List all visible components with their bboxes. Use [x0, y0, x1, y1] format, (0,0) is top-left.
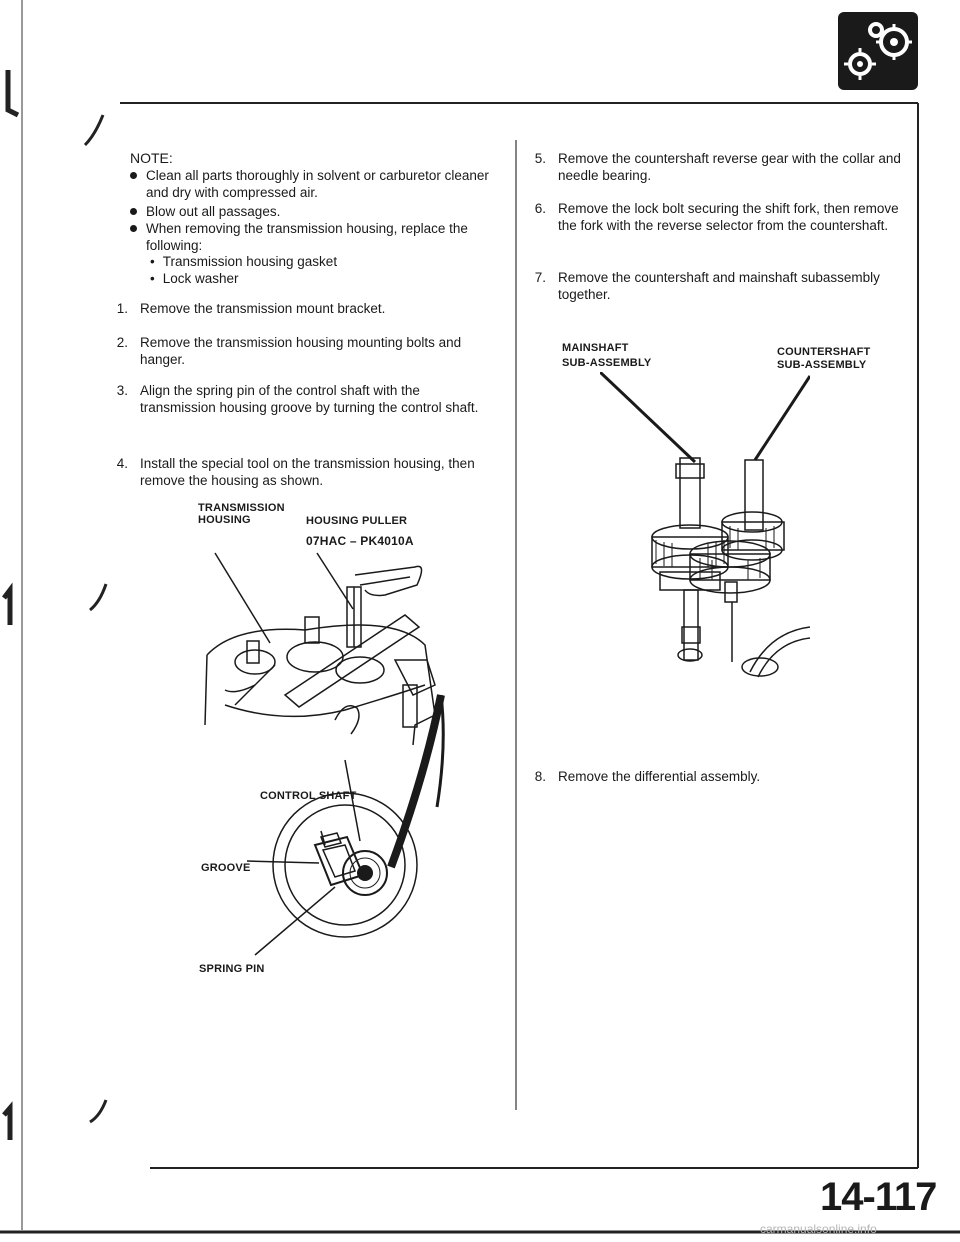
step-number: 6. — [534, 201, 546, 216]
note-bullet — [130, 203, 490, 220]
note-title: NOTE: — [130, 150, 173, 166]
bullet-icon — [130, 172, 137, 179]
step-number: 5. — [534, 151, 546, 166]
step-number: 2. — [116, 335, 128, 350]
label-mainshaft: MAINSHAFT — [562, 342, 629, 354]
step-8 — [522, 768, 912, 785]
label-countershaft-sub: SUB-ASSEMBLY — [777, 359, 867, 371]
step-text: Remove the countershaft reverse gear with the collar and needle bearing. — [558, 151, 901, 183]
label-transmission: TRANSMISSION — [198, 502, 285, 514]
step-number: 8. — [534, 769, 546, 784]
step-2 — [104, 334, 494, 368]
label-housing-puller: HOUSING PULLER — [306, 515, 408, 527]
label-mainshaft-sub: SUB-ASSEMBLY — [562, 357, 652, 369]
note-bullet — [130, 167, 490, 201]
shaft-assembly-illustration — [600, 372, 810, 682]
step-number: 1. — [116, 301, 128, 316]
note-bullet-text: When removing the transmission housing, replace the following: — [146, 221, 468, 253]
transmission-gears-icon — [838, 12, 918, 90]
note-sub-item: • Transmission housing gasket — [150, 254, 337, 269]
step-5 — [522, 150, 912, 184]
step-text: Remove the transmission mount bracket. — [140, 301, 386, 316]
housing-puller-illustration — [195, 545, 495, 990]
label-spring-pin: SPRING PIN — [199, 963, 265, 975]
note-bullet — [130, 220, 490, 254]
bullet-icon — [130, 208, 137, 215]
note-bullet-text: Blow out all passages. — [146, 204, 281, 219]
label-housing: HOUSING — [198, 514, 251, 526]
label-groove: GROOVE — [201, 862, 251, 874]
step-number: 3. — [116, 383, 128, 398]
step-text: Remove the countershaft and mainshaft subassembly together. — [558, 270, 880, 302]
step-text: Remove the differential assembly. — [558, 769, 761, 784]
step-number: 4. — [116, 456, 128, 471]
bullet-icon — [130, 225, 137, 232]
step-text: Remove the transmission housing mounting bolts and hanger. — [140, 335, 462, 367]
step-3 — [104, 382, 494, 416]
step-1 — [104, 300, 494, 317]
watermark: carmanualsonline.info — [760, 1222, 877, 1236]
label-tool-number: 07HAC – PK4010A — [306, 534, 414, 548]
step-text: Remove the lock bolt securing the shift fork, then remove the fork with the reverse selector from the countershaft. — [558, 201, 899, 233]
step-text: Align the spring pin of the control shaft with the transmission housing groove by turning the control shaft. — [140, 383, 479, 415]
note-bullet-text: Clean all parts thoroughly in solvent or carburetor cleaner and dry with compressed air. — [146, 168, 489, 200]
step-4 — [104, 455, 494, 489]
step-text: Install the special tool on the transmission housing, then remove the housing as shown. — [140, 456, 475, 488]
label-control-shaft: CONTROL SHAFT — [260, 790, 357, 802]
step-6 — [522, 200, 912, 234]
label-countershaft: COUNTERSHAFT — [777, 346, 871, 358]
step-number: 7. — [534, 270, 546, 285]
step-7 — [522, 269, 912, 303]
note-sub-item: • Lock washer — [150, 271, 239, 286]
page-number: 14-117 — [820, 1175, 937, 1219]
